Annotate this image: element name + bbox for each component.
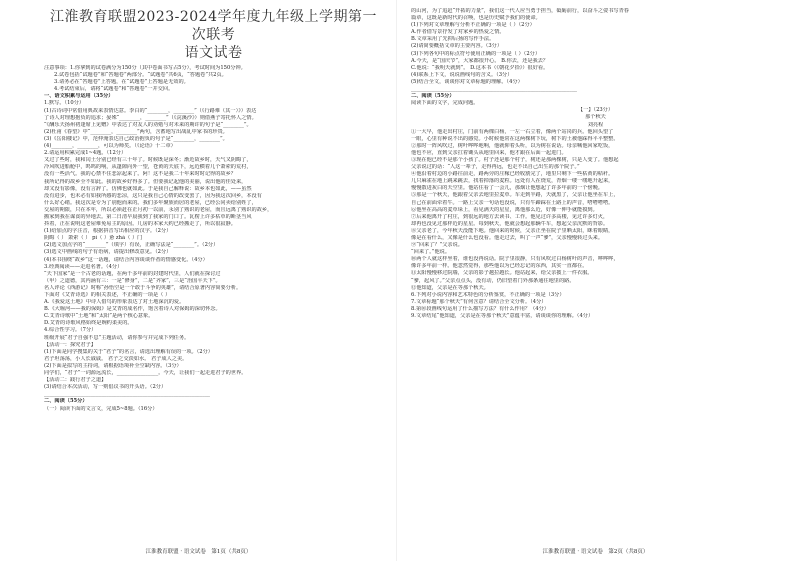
text-line: 什么好心绪。我这次是专为了别他而来的。我们多年聚族而居的老屋，已经公同卖给别姓了， [44, 199, 257, 206]
text-line: (2)选文加点字的“________”（填字）有误，正确写法是“________”。（2分） [44, 242, 219, 249]
text-line: ⑧父亲老了，今年秋天没能下地。他回来的时候，父亲正坐在院子里晒太阳，眯着眼睛， [411, 227, 614, 234]
text-line: 像是在看什么，又像是什么也没看。他走过去，叫了一声“爹”，父亲慢慢转过头来。 [411, 235, 604, 241]
text-line: 却再也没见过那样近的星星。每到秋天，他就会想起那辆牛车，想起父亲沉默的背影。 [411, 220, 609, 227]
text-line: 几只麻雀在地上跳来跳去，找着掉落的麦粒。远处有人在烧荒，青烟一缕一缕地升起来， [411, 178, 614, 185]
text-line: ________________________________________________________________ [44, 391, 210, 398]
text-line: ⑫他知道，父亲是在等那个秋天。 [411, 284, 489, 291]
text-line: ⑨“回来了？”父亲说。 [411, 242, 463, 249]
text-line: ⑪太阳慢慢移过院墙，父亲的影子越拉越长。他站起来，给父亲披上一件衣服。 [411, 270, 593, 277]
text-line: 慢慢散进灰白的天空里。他站住看了一会儿，那烟让他想起了许多年前的一个傍晚。 [411, 185, 603, 192]
text-line: （甲）之道德，其内涵有三：一是“修身”，二是“齐家”，三是“治国平天下”。 [44, 277, 221, 284]
text-line: 一眼，心里有种说不出的感觉。小时候他常在这两棵树下玩，树下的土被他踩得平平整整。 [411, 135, 619, 142]
text-line: 他也不应，直到父亲扛着锄头从地里回来，他才跟在后面一起进门。 [411, 149, 567, 156]
text-line: A.今天，是“国庆节”，大家都很开心。 B.你去，还是我去？ [411, 57, 549, 64]
text-line: ③现在他已经不是那个小孩了。村子还是那个村子，树还是那两棵树，只是人变了。他想起 [411, 156, 619, 163]
text-line: 下面对《艾青诗选》的相关表述，不正确的一项是（ ） [44, 292, 171, 298]
exam-title: 江淮教育联盟2023-2024学年度九年级上学期第一次联考 [50, 9, 377, 43]
text-line: ⑦后来他离开了村庄，到很远的地方去读书、工作。他见过许多高楼，见过许多灯火， [411, 213, 609, 220]
text-line: 刘亮程 [587, 121, 604, 128]
text-line: D.艾青的诗歌风格始终是婉约柔美的。 [44, 320, 133, 327]
right-page [397, 0, 794, 561]
text-line: (2)杜甫《春望》中“________，________”两句，含蓄地写出战乱中家书的珍贵。 [44, 128, 228, 135]
text-line: (3)《岳阳楼记》中，范仲淹表达自己政治抱负的句子是“________，________”。 [44, 135, 228, 142]
text-line: 又过了些时，我和闰土分别已经有三十年了。时候既是深冬；渐近故乡时，天气又阴晦了， [44, 157, 252, 164]
text-line: 搬家到我在谋食的异地去。第二日清早晨我到了我家的门口了。瓦楞上许多枯草的断茎当风 [44, 213, 252, 220]
text-line: 阅读下面的文字，完成问题。 [411, 100, 479, 107]
text-line: 名人评论《西游记》时称“孙悟空是一个敢于斗争的英雄”，请结合原著内容简要分析。 [44, 284, 242, 291]
text-line: 【一】（23分） [577, 107, 614, 114]
text-line: 抖着，正在说明这老屋难免易主的原因。几房的本家大约已经搬走了，所以很寂静。 [44, 221, 236, 228]
text-line: 1.默写。（10分） [44, 100, 85, 107]
text-line: 的山河，为了追赶“开拓的力量”，我们这一代人应当勇于担当，砥砺前行，以奋斗之姿书写青春 [411, 8, 629, 14]
text-line: 像许多年前一样。他忽然觉得，那些他以为已经忘记的东西，其实一直都在。 [411, 263, 588, 270]
text-line: (3)请结合本次活动，写一则倡议书的开头语。（2分） [44, 384, 167, 391]
text-line: ②那时一阵风吹过，树叶哗哗地响，他就仰着头听，以为树在说话。母亲喊他回家吃饭， [411, 142, 614, 149]
text-line: 班级开展“君子自强不息”主题活动，请你参与并完成下列任务。 [44, 334, 190, 341]
note-line: 4.考试结束后，请将“试题卷”和“答题卷”一并交回。 [54, 86, 174, 93]
text-line: 没有进步，也未必有如我所感的悲凉，这只是我自己心情的改变罢了，因为我这次回乡，本没有 [44, 192, 262, 199]
text-line: 同学们，“君子”一词源远流长，________________。今天，让我们一起走进君子的世界。 [44, 370, 247, 377]
text-line: 自己在前面牵着牛。一路上父亲一句话也没说，只有牛蹄踩在土路上的声音，嗒嗒嗒嗒。 [411, 199, 614, 206]
text-line: (1)下列对文章理解与分析不正确的一项是（ ）（2分） [411, 22, 535, 29]
text-line: (3)下列各句中的标点符号使用正确的一项是（ ）（2分） [411, 50, 541, 57]
text-line: 2.请运用积累完成1~4题。（12分） [44, 150, 127, 157]
text-line: 篇章，这既是新时代的召唤，也是历史赋予我们的使命。 [411, 15, 541, 22]
text-line: ⑩两个人就这样坐着，谁也没再说话。院子里很静，只有风吹过白杨树叶的声音，哗哗哗， [411, 256, 619, 263]
text-line: ⑥他坐在高高的麦草垛上，看见满天的星星，离他那么近，好像一伸手就能摸到。 [411, 206, 598, 213]
text-line: (5)结合全文，谈谈你对文章标题的理解。（4分） [411, 78, 523, 85]
left-body [44, 93, 383, 412]
right-body [411, 8, 780, 320]
text-line: 君子坦荡荡，小人长戚戚。 君子之交淡如水。 君子成人之美。 [44, 355, 188, 362]
note-line: 3.请务必在“答题卷”上答题，在“试题卷”上答题是无效的。 [54, 79, 189, 86]
text-line: C.艾青诗歌中“土地”和“太阳”是两个核心意象。 [44, 313, 154, 320]
text-line: (1)古诗词中常借用典故来表情达意。李白的“________，________”（《行路难（其一）》）表达 [44, 107, 257, 114]
text-line: (2)下面是拟写的主持词，请根据语境补全空缺内容。（3分） [44, 362, 182, 369]
text-line: 4.综合性学习。（7分） [44, 327, 97, 334]
text-line: ________________________________________________________________ [411, 86, 577, 93]
text-line: (1)给加点的字注音，根据拼音写出相应的汉字。（2分） [44, 228, 172, 235]
text-line: C.他说：“我明天就到”。 D.这本书（《朝花夕拾》）很好看。 [411, 64, 549, 71]
text-line: 父亲说过的话：“人这一辈子，走得再远，也走不出自己出生的那个院子。” [411, 164, 580, 171]
text-line: B.文章采用了先抑后扬的写作手法。 [411, 36, 495, 43]
text-line: 【活动一：探究君子】 [44, 341, 96, 348]
text-line: “爹，起风了。”父亲点点头，没有动，仍旧望着门外那条通往地里的路。 [411, 277, 575, 284]
note-line: 2.试卷包括“试题卷”和“答题卷”两部分。“试题卷”共6页，“答题卷”共2页。 [54, 72, 227, 79]
text-line: 二、阅读（55分） [44, 398, 88, 405]
text-line: ④他沿着村边的小路往前走，路两旁的庄稼已经收割完了，地里只剩下一些枯黄的秸秆。 [411, 171, 614, 178]
text-line: 8.第⑩段画线句运用了什么描写方法？有什么作用？（4分） [411, 305, 549, 312]
text-line: (1)下面是同学搜集的关于“君子”的名言，请选出理解有误的一项。（2分） [44, 348, 213, 355]
text-line: 交屋的期限，只在本年，所以必须赶在正月初一以前，永别了熟识的老屋，而且远离了熟识的故乡， [44, 206, 273, 213]
text-line: 【活动二：践行君子之道】 [44, 377, 107, 384]
left-footer: 江淮教育联盟 · 语文试卷 第1页（共8页） [145, 549, 252, 555]
text-line: （一）阅读下面的文言文，完成5~8题。（16分） [44, 405, 158, 412]
text-line: 阴晦（ ） 萧索（ ） pí（ ）惫 zhá（ ）门 [44, 235, 143, 242]
text-line: B.《大堰河——我的保姆》是艾青的成名作，饱含着诗人对保姆的深切怀念。 [44, 306, 221, 313]
text-line: “回来了。”他说。 [411, 249, 451, 256]
text-line: A.《我爱这土地》中诗人借鸟的形象表达了对土地深沉的爱。 [44, 299, 185, 306]
text-line: (3)选文中画线的句子有语病，请提出修改意见。（2分） [44, 249, 172, 256]
text-line: 却又没有影像，没有言辞了。仿佛也就如此。于是我自己解释说：故乡本也如此，——虽然 [44, 185, 252, 192]
text-line: 7.文章标题“那个秋天”有何含意？请结合全文分析。（4分） [411, 298, 547, 305]
right-footer: 江淮教育联盟 · 语文试卷 第2页（共8页） [542, 549, 649, 555]
text-line: 那个秋天 [585, 114, 606, 121]
text-line: 9.文章结尾“他知道，父亲是在等那个秋天”意蕴丰富，请谈谈你的理解。（4分） [411, 313, 594, 320]
text-line: ①一大早，他走出村庄，门前有两棵白杨，一左一右立着，像两个站岗的兵。他回头望了 [411, 128, 614, 135]
exam-notes [44, 65, 383, 93]
text-line: “《酬乐天扬州初逢席上见赠》中表达了对友人的劝勉与对未来的期许的句子是“________”。 [44, 121, 252, 128]
note-line: 注意事项：1.你拿到的试卷满分为150分（其中卷面书写占5分），考试时间为150分钟。 [44, 65, 246, 71]
text-line: 冷风吹进船舱中，呜呜的响，从篷隙向外一望，苍黄的天底下，远近横着几个萧索的荒村， [44, 164, 252, 171]
text-line: (4)本书围绕“故乡”这一话题，请结合内容谈谈作者的情感变化。（4分） [44, 256, 208, 263]
text-line: 一、语文积累与运用（35分） [44, 93, 114, 100]
text-line: 6.下列对小说内容和艺术特色的分析鉴赏，不正确的一项是（3分） [411, 291, 565, 298]
text-line: 了诗人对理想抱负的追求；晏殊“________，________”（《浣溪沙》）则借燕子寄托怀人之情。 [44, 114, 257, 121]
text-line: 没有一些活气。我的心禁不住悲凉起来了。阿！这不是我二十年来时时记得的故乡？ [44, 171, 236, 178]
text-line: (4)联系上下文，说说画线句的含义。（3分） [411, 71, 513, 78]
text-line: 3.经典阅读——走进名著。（4分） [44, 263, 123, 270]
text-line: 二、阅读（55分） [411, 93, 455, 100]
text-line: ⑤那是一个秋天，他跟着父亲去地里拉麦草。车走到半路，天就黑了，父亲让他坐在车上， [411, 192, 619, 199]
text-line: (4)________，________，可以为师矣。（《论语》十二章） [44, 143, 176, 150]
text-line: 我所记得的故乡全不如此。我的故乡好得多了。但要我记起他的美丽，说出他的佳处来， [44, 178, 247, 185]
exam-subtitle: 语文试卷 [184, 45, 243, 61]
text-line: (2)请简要概括文章的主要内容。（3分） [411, 43, 503, 50]
text-line: “天下国家”是一个古老的话题，在两千多年前的封建时代里，人们就在探讨过 [44, 270, 221, 277]
text-line: A.作者借写景抒发了对家乡的热爱之情。 [411, 29, 505, 36]
